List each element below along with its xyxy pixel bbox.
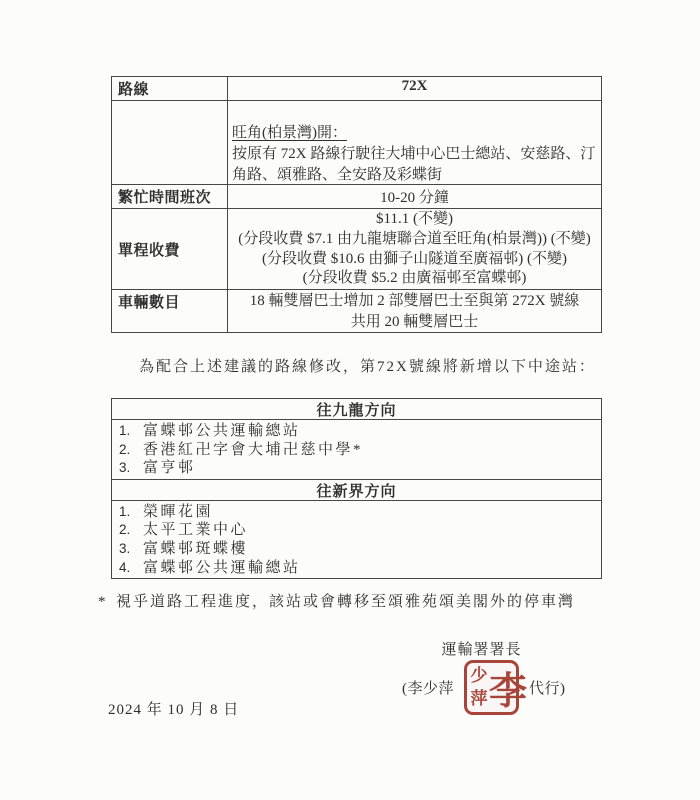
- origin-label-empty: [112, 101, 228, 184]
- fare-line: (分段收費 $10.6 由獅子山隧道至廣福邨) (不變): [262, 250, 567, 267]
- intro-paragraph: 為配合上述建議的路線修改，第72X號線將新增以下中途站：: [139, 359, 596, 375]
- footnote: [98, 592, 608, 612]
- route-label: 路線: [112, 77, 228, 100]
- new-stops-table: [111, 398, 602, 579]
- route-details-table: [111, 76, 602, 333]
- seal-char: 萍: [470, 689, 488, 709]
- stop-number: 3.: [119, 460, 131, 476]
- route-number: 72X: [401, 78, 428, 94]
- list-item: [112, 521, 601, 540]
- stop-number: 3.: [119, 540, 131, 556]
- footnote-text: 視乎道路工程進度，該站或會轉移至頌雅苑頌美閣外的停車灣: [116, 594, 576, 610]
- table-row: [112, 100, 601, 184]
- origin-heading: 旺角(柏景灣)開：: [232, 125, 347, 141]
- stop-name: 榮暉花園: [143, 503, 214, 520]
- frequency-label: 繁忙時間班次: [112, 185, 228, 208]
- seal-left-column: [469, 664, 489, 711]
- signature-suffix: 代行): [529, 681, 566, 697]
- nt-direction-header: 往新界方向: [112, 480, 601, 501]
- list-item: [112, 422, 601, 441]
- list-item: [112, 459, 601, 478]
- list-item: [112, 503, 601, 522]
- table-row: [112, 184, 601, 208]
- stop-number: 4.: [119, 559, 131, 575]
- fare-line: (分段收費 $5.2 由廣福邨至富蝶邨): [302, 270, 527, 287]
- kowloon-stops-list: [112, 420, 601, 480]
- footnote-marker: *: [98, 594, 108, 610]
- stop-number: 2.: [119, 522, 131, 538]
- fare-line: (分段收費 $7.1 由九龍塘聯合道至旺角(柏景灣)) (不變): [238, 230, 591, 247]
- signatory-name: (李少萍: [402, 681, 454, 697]
- origin-cell: [228, 101, 601, 184]
- stop-number: 2.: [119, 441, 131, 457]
- nt-stops-list: [112, 501, 601, 578]
- stop-number: 1.: [119, 423, 131, 438]
- table-row: [112, 77, 601, 100]
- table-row: [112, 289, 601, 332]
- fare-cell: [228, 209, 601, 289]
- seal-char: 李: [489, 671, 528, 713]
- fare-line: $11.1 (不變): [376, 211, 453, 227]
- seal-char: 少: [470, 665, 488, 685]
- stop-name: 富蝶邨公共運輸總站: [143, 559, 301, 576]
- stop-name: 富亨邨: [143, 460, 196, 477]
- frequency-value: 10-20 分鐘: [380, 190, 449, 206]
- stop-name: 富蝶邨公共運輸總站: [143, 423, 301, 439]
- table-row: [112, 208, 601, 289]
- name-seal-stamp: [464, 660, 528, 715]
- stop-number: 1.: [119, 503, 131, 519]
- kowloon-direction-header: 往九龍方向: [112, 399, 601, 420]
- signature-row: [402, 660, 566, 715]
- list-item: [112, 559, 601, 578]
- stop-name: 香港紅卍字會大埔卍慈中學*: [143, 441, 364, 458]
- origin-description: 按原有 72X 路線行駛往大埔中心巴士總站、安慈路、汀角路、頌雅路、全安路及彩蝶街: [232, 146, 596, 183]
- fleet-value: 18 輛雙層巴士增加 2 部雙層巴士至與第 272X 號線共用 20 輛雙層巴士: [249, 293, 580, 330]
- stop-name: 太平工業中心: [143, 522, 249, 539]
- list-item: [112, 441, 601, 460]
- document-date: 2024 年 10 月 8 日: [108, 702, 240, 718]
- signatory-title: 運輸署署長: [441, 642, 522, 658]
- stop-name: 富蝶邨斑蝶樓: [143, 540, 249, 557]
- fleet-label: 車輛數目: [112, 290, 228, 332]
- list-item: [112, 540, 601, 559]
- fare-label: 單程收費: [112, 209, 228, 289]
